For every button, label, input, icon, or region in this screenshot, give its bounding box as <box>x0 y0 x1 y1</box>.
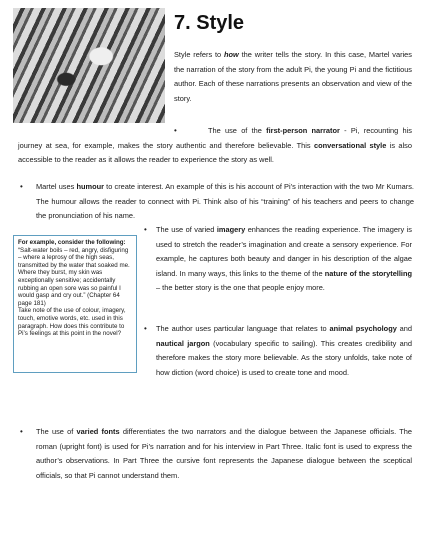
language-paragraph <box>156 322 412 380</box>
quote-callout-box <box>13 235 137 373</box>
imagery-pre: The use of varied <box>156 225 217 234</box>
fonts-pre: The use of <box>36 427 77 436</box>
fonts-paragraph <box>36 425 412 483</box>
varied-fonts-term: varied fonts <box>76 427 120 436</box>
language-mid: and <box>396 324 412 333</box>
humour-term: humour <box>76 182 104 191</box>
animal-psychology-term: animal psychology <box>329 324 397 333</box>
first-person-pre: The use of the <box>208 126 267 135</box>
bullet-first-person: • <box>174 126 177 135</box>
nautical-jargon-term: nautical jargon <box>156 338 210 348</box>
intro-pre: Style refers to <box>174 50 224 59</box>
imagery-paragraph <box>156 223 412 296</box>
callout-question: Take note of the use of colour, imagery, touch, emotive words, etc. used in this paragraph. How does this contribute to Pi’s feelings at this point in the novel? <box>18 307 126 338</box>
bullet-humour: • <box>20 182 23 191</box>
humour-pre: Martel uses <box>36 182 77 191</box>
intro-paragraph <box>174 48 412 106</box>
conversational-style-term: conversational style <box>313 140 387 150</box>
intro-post: the writer tells the story. In this case, Martel varies the narration of the story from the adult Pi, the young Pi and the fictitious author. Each of these narrations presents an observation and view of the story. <box>174 50 412 103</box>
callout-quote: “Salt-water boils – red, angry, disfiguring – where a leprosy of the high seas, transmitted by the water that soaked me. Where they burst, my skin was exceptionally sensitive; accidentally rubbing an open sore was so painful I would gasp and cry out.” (Chapter 64 page 181) <box>18 246 130 307</box>
intro-emphasis: how <box>224 50 239 59</box>
imagery-post: – the better story is the one that people enjoy more. <box>156 283 325 293</box>
language-pre: The author uses particular language that relates to <box>156 324 330 333</box>
storytelling-term: nature of the storytelling <box>324 268 412 278</box>
fonts-post: differentiates the two narrators and the dialogue between the Japanese officials. The roman (upright font) is used for Pi’s narration and for his interview in Part Three. Italic font is used to express the author’s observations. In Part Three the cursive font represents the Japanese dialogue between the sceptical officials, so that Pi cannot understand them. <box>36 427 413 480</box>
humour-post: to create interest. An example of this is his account of Pi’s interaction with the two Mr Kumars. The humour allows the reader to connect with Pi. Think also of his “training” of his teachers and peers to change the pronunciation of his name. <box>36 182 414 221</box>
bullet-language: • <box>144 324 147 333</box>
imagery-term: imagery <box>216 225 246 234</box>
first-person-term: first-person narrator <box>266 126 340 135</box>
humour-paragraph <box>36 180 414 224</box>
first-person-post: is also accessible to the reader as it allows the reader to experience the story as well. <box>18 140 412 165</box>
imagery-mid: enhances the reading experience. The imagery is used to stretch the reader’s imagination and create a sensory experience. For example, he captures both beauty and danger in his description of the algae island. In many ways, this links to the theme of the <box>156 225 412 278</box>
language-post: (vocabulary specific to sailing). This creates credibility and therefore makes the story more believable. As the story unfolds, take note of how diction (word choice) is used to create tone and mood. <box>156 338 412 377</box>
first-person-mid: - Pi, recounting his journey at sea, for example, makes the story authentic and therefore believable. This <box>18 126 412 150</box>
first-person-paragraph <box>18 124 412 168</box>
tiger-photo <box>13 8 165 123</box>
bullet-imagery: • <box>144 225 147 234</box>
page-title: 7. Style <box>174 12 245 34</box>
callout-lead: For example, consider the following: <box>18 239 126 246</box>
bullet-fonts: • <box>20 427 23 436</box>
